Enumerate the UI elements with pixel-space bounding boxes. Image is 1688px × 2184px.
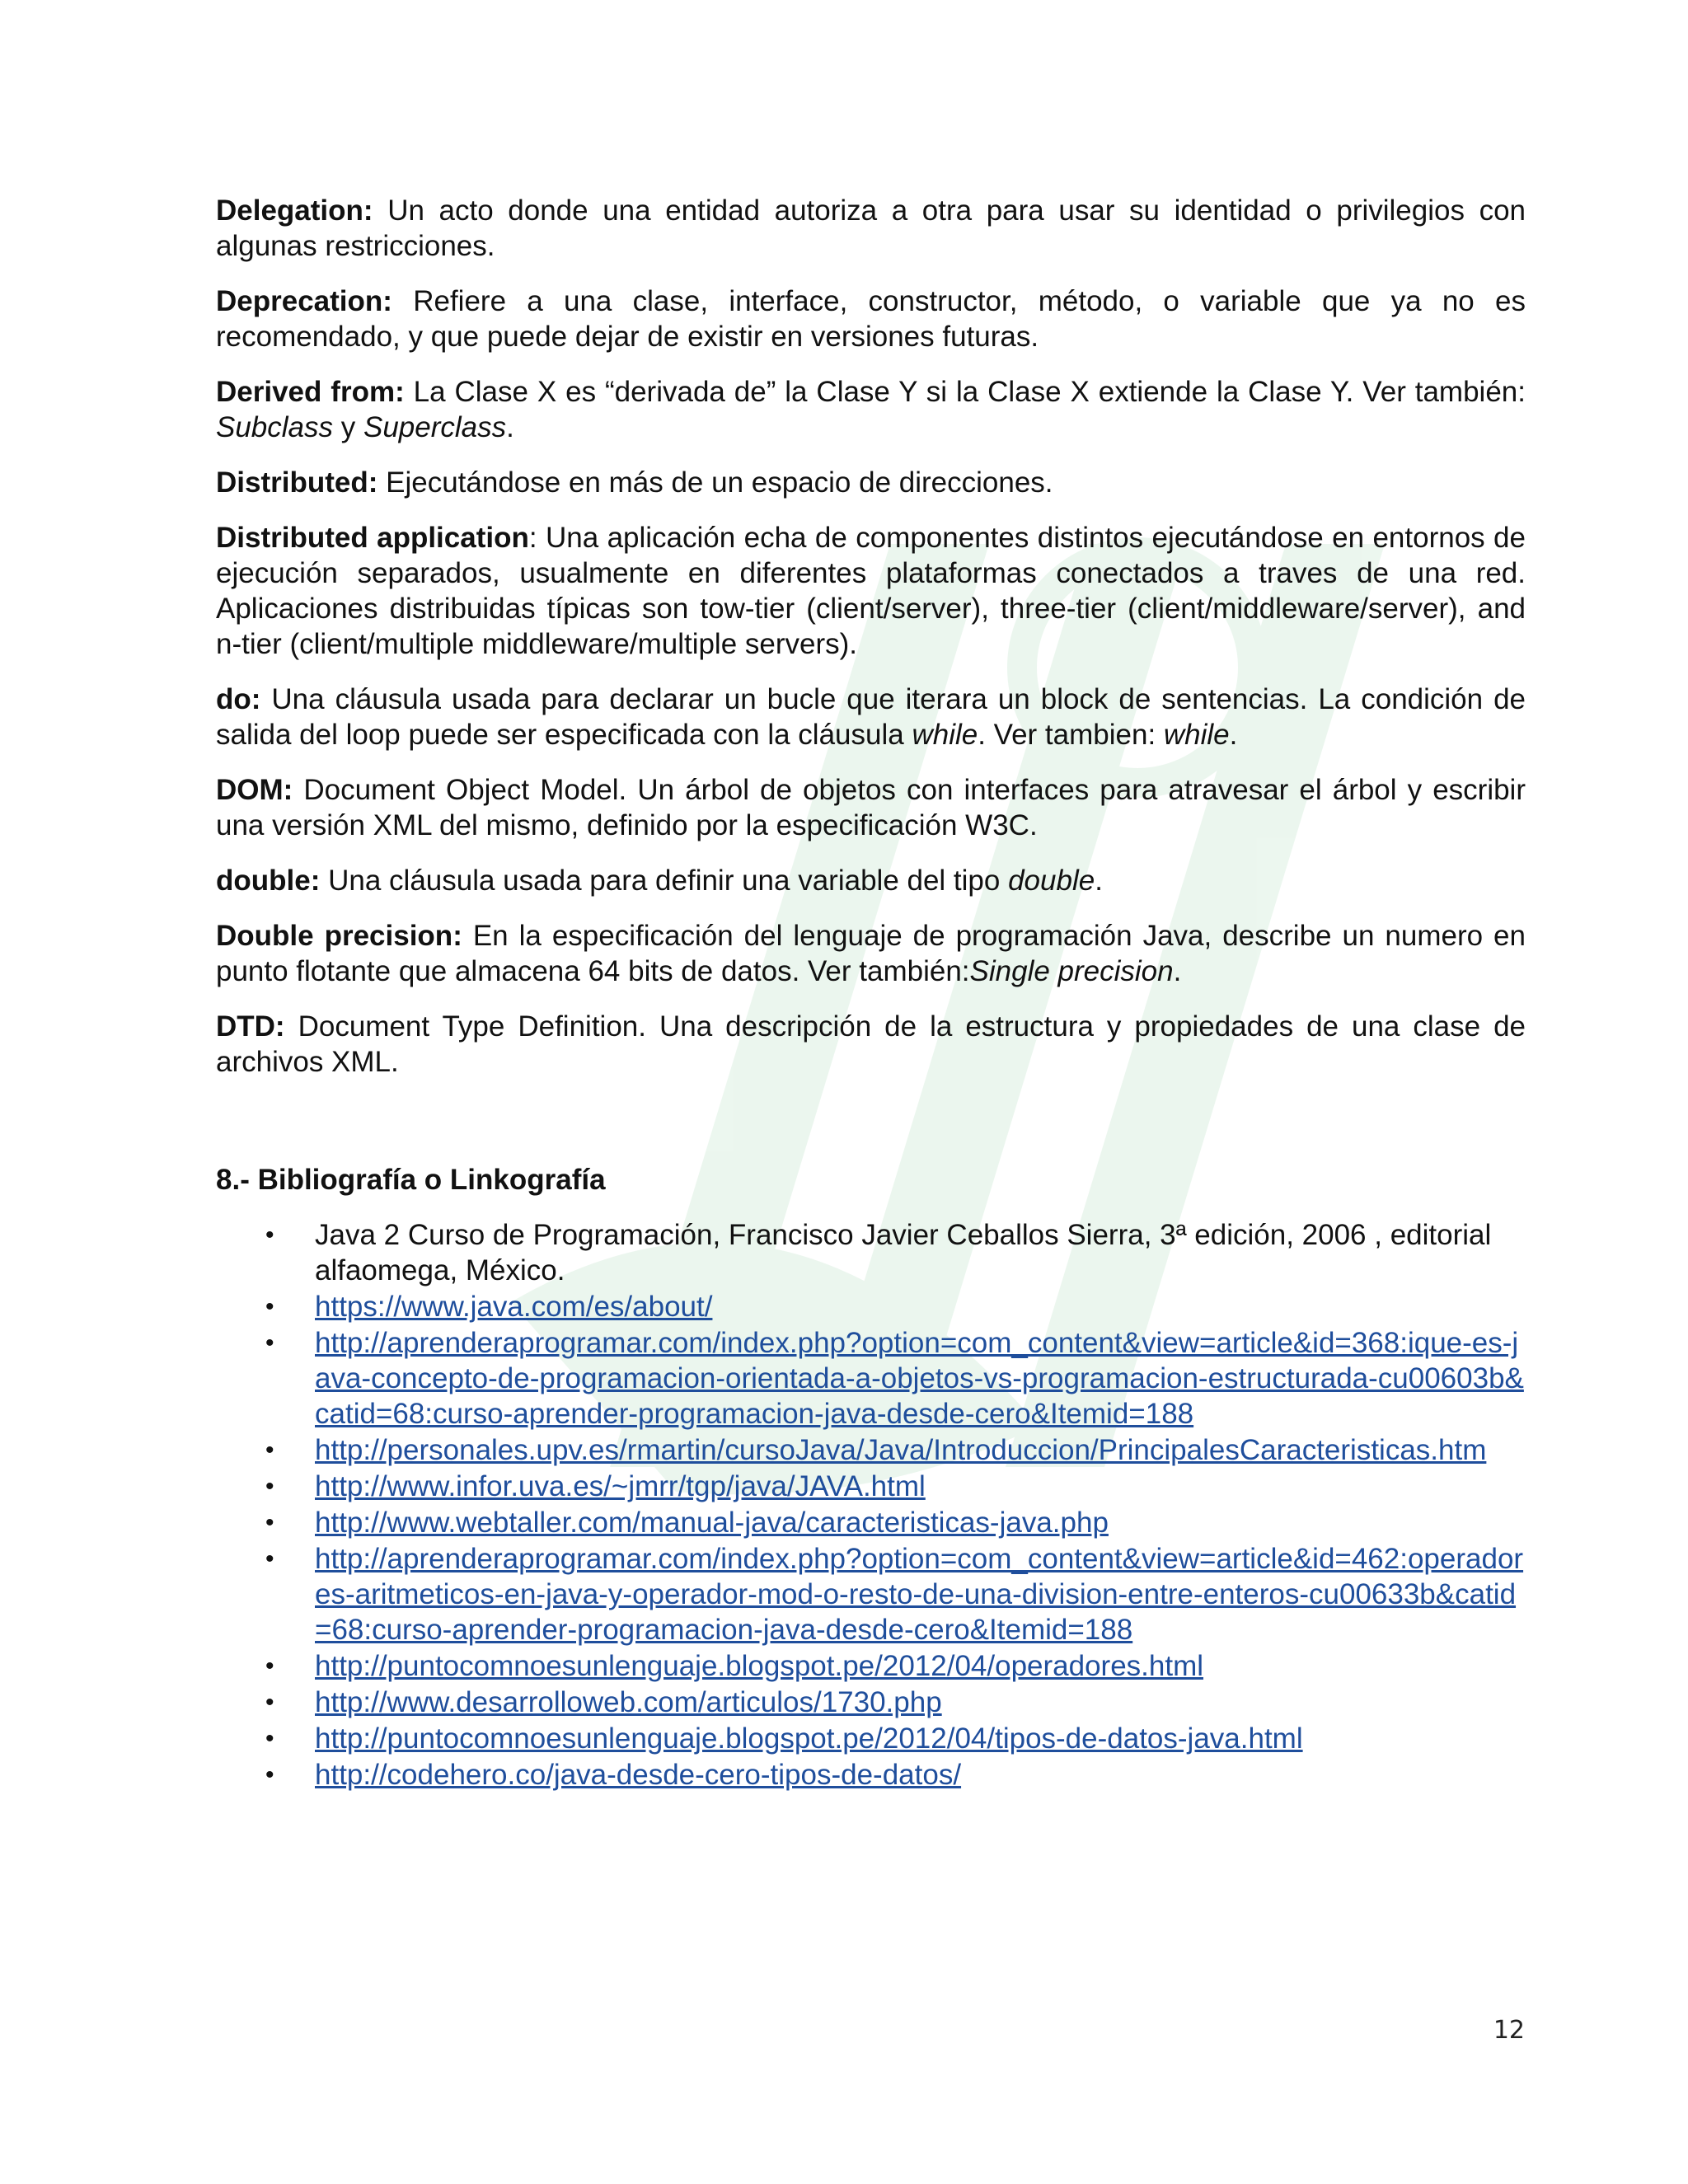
bullet-icon: • [265, 1329, 274, 1357]
bullet-icon: • [265, 1473, 274, 1500]
glossary-term: double: [216, 865, 321, 897]
definition-text: . [1095, 865, 1103, 897]
definition-text: Una cláusula usada para declarar un bucle que iterara un block de sentencias. La condición de salida del loop puede ser especificada con la cláusula [216, 683, 1526, 751]
list-item [216, 1721, 1526, 1756]
reference-link[interactable]: http://puntocomnoesunlenguaje.blogspot.pe/2012/04/tipos-de-datos-java.html [315, 1722, 1303, 1755]
list-item [216, 1505, 1526, 1540]
glossary-entry [216, 863, 1526, 898]
list-item [216, 1432, 1526, 1468]
italic-reference: double [1008, 865, 1095, 897]
reference-link[interactable]: http://personales.upv.es/rmartin/cursoJava/Java/Introduccion/PrincipalesCaracteristicas.htm [315, 1434, 1487, 1466]
glossary-entry [216, 682, 1526, 752]
definition-text: . Ver tambien: [978, 719, 1164, 751]
glossary-entry [216, 772, 1526, 843]
glossary-entry [216, 465, 1526, 500]
glossary-entry [216, 284, 1526, 354]
reference-link[interactable]: http://codehero.co/java-desde-cero-tipos-de-datos/ [315, 1759, 962, 1791]
definition-text: . [506, 411, 514, 443]
italic-reference: while [912, 719, 978, 751]
bullet-icon: • [265, 1689, 274, 1716]
reference-list [216, 1217, 1526, 1793]
definition-text: Document Type Definition. Una descripción de la estructura y propiedades de una clase de archivos XML. [216, 1010, 1526, 1078]
bullet-icon: • [265, 1509, 274, 1536]
glossary-term: Distributed application [216, 522, 529, 554]
list-item-book [216, 1217, 1526, 1288]
italic-reference: while [1163, 719, 1230, 751]
bullet-icon: • [265, 1293, 274, 1320]
book-reference: Java 2 Curso de Programación, Francisco Javier Ceballos Sierra, 3ª edición, 2006 , editorial alfaomega, México. [315, 1219, 1492, 1286]
definition-text: Una cláusula usada para definir una variable del tipo [328, 865, 1009, 897]
list-item [216, 1757, 1526, 1793]
section-heading: 8.- Bibliografía o Linkografía [216, 1164, 606, 1196]
list-item [216, 1541, 1526, 1647]
reference-link[interactable]: http://puntocomnoesunlenguaje.blogspot.pe/2012/04/operadores.html [315, 1650, 1204, 1682]
glossary-entry [216, 1009, 1526, 1080]
reference-link[interactable]: https://www.java.com/es/about/ [315, 1291, 713, 1323]
definition-text: La Clase X es “derivada de” la Clase Y si la Clase X extiende la Clase Y. Ver también: [413, 376, 1526, 408]
glossary-term: Derived from: [216, 376, 405, 408]
list-item [216, 1325, 1526, 1432]
reference-link[interactable]: http://aprenderaprogramar.com/index.php?option=com_content&view=article&id=462:operadores-aritmeticos-en-java-y-operador-mod-o-resto-de-una-division-entre-enteros-cu00633b&catid=68:curso-aprender-programacion-java-desde-cero&Itemid=188 [315, 1543, 1524, 1646]
bullet-icon: • [265, 1221, 274, 1249]
reference-link[interactable]: http://www.webtaller.com/manual-java/caracteristicas-java.php [315, 1507, 1109, 1539]
glossary-term: Delegation: [216, 194, 373, 227]
glossary-entries [216, 193, 1526, 1080]
list-item [216, 1469, 1526, 1504]
reference-link[interactable]: http://www.infor.uva.es/~jmrr/tgp/java/JAVA.html [315, 1470, 926, 1502]
glossary-term: Deprecation: [216, 285, 392, 317]
glossary-term: DOM: [216, 774, 293, 806]
bullet-icon: • [265, 1436, 274, 1464]
definition-text: Un acto donde una entidad autoriza a otra para usar su identidad o privilegios con algunas restricciones. [216, 194, 1526, 262]
definition-text: En la especificación del lenguaje de programación Java, describe un numero en punto flotante que almacena 64 bits de datos. Ver también: [216, 920, 1526, 987]
italic-reference: Single precision [969, 955, 1174, 987]
glossary-entry [216, 374, 1526, 445]
page-number: 12 [1493, 2016, 1525, 2045]
definition-text: y [333, 411, 363, 443]
list-item [216, 1685, 1526, 1720]
definition-text: Document Object Model. Un árbol de objetos con interfaces para atravesar el árbol y escribir una versión XML del mismo, definido por la especificación W3C. [216, 774, 1526, 841]
definition-text: . [1229, 719, 1238, 751]
bullet-icon: • [265, 1725, 274, 1752]
italic-reference: Subclass [216, 411, 334, 443]
definition-text: . [1173, 955, 1182, 987]
glossary-term: DTD: [216, 1010, 285, 1043]
glossary-term: Double precision: [216, 920, 462, 952]
definition-text: : Una aplicación echa de componentes distintos ejecutándose en entornos de ejecución separados, usualmente en diferentes plataformas conectados a traves de una red. Aplicaciones distribuidas típicas son tow-tier (client/server), three-tier (client/middleware/server), and n-tier (client/multiple middleware/multiple servers). [216, 522, 1526, 660]
content-column [216, 193, 1526, 1793]
list-item [216, 1289, 1526, 1324]
glossary-entry [216, 520, 1526, 662]
bullet-icon: • [265, 1761, 274, 1788]
bullet-icon: • [265, 1545, 274, 1572]
glossary-entry [216, 193, 1526, 264]
glossary-term: Distributed: [216, 466, 378, 499]
italic-reference: Superclass [363, 411, 507, 443]
definition-text: Ejecutándose en más de un espacio de direcciones. [386, 466, 1053, 499]
definition-text: Refiere a una clase, interface, constructor, método, o variable que ya no es recomendado, y que puede dejar de existir en versiones futuras. [216, 285, 1526, 353]
reference-link[interactable]: http://aprenderaprogramar.com/index.php?option=com_content&view=article&id=368:ique-es-java-concepto-de-programacion-orientada-a-objetos-vs-programacion-estructurada-cu00603b&catid=68:curso-aprender-programacion-java-desde-cero&Itemid=188 [315, 1327, 1524, 1430]
glossary-term: do: [216, 683, 261, 715]
list-item [216, 1648, 1526, 1684]
glossary-entry [216, 918, 1526, 989]
bullet-icon: • [265, 1652, 274, 1680]
reference-link[interactable]: http://www.desarrolloweb.com/articulos/1730.php [315, 1686, 942, 1718]
